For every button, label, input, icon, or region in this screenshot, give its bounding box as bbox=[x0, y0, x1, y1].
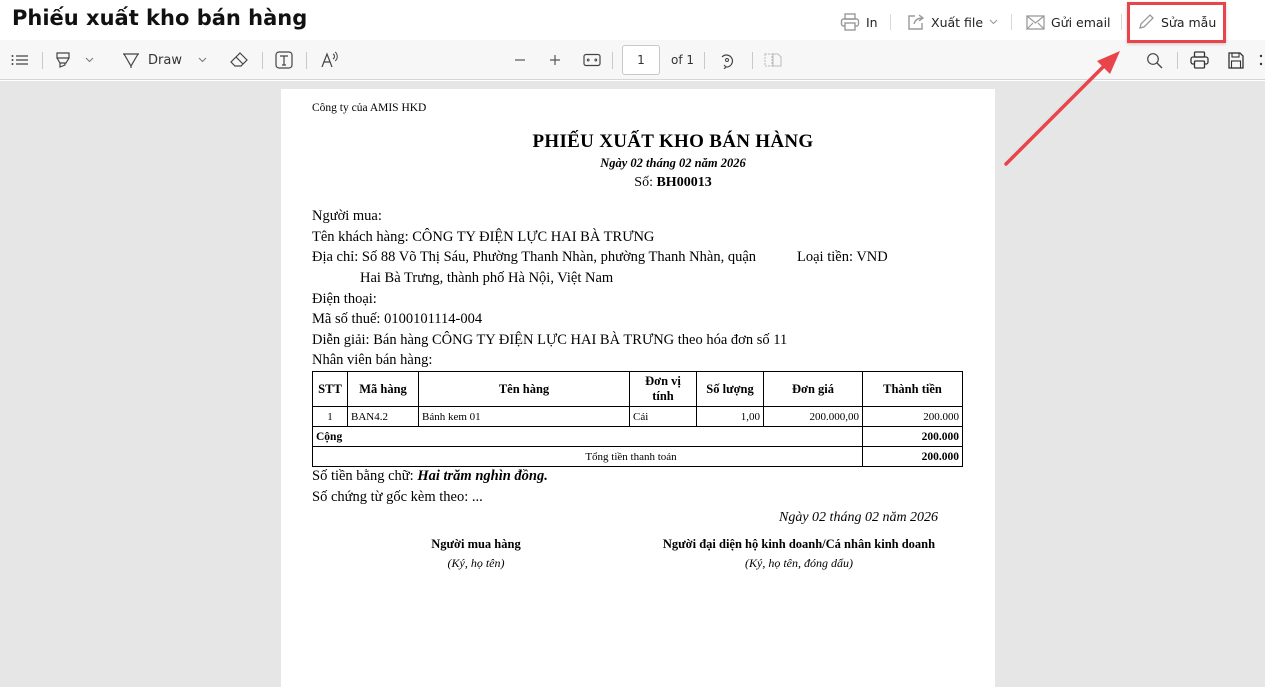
printer-icon bbox=[1190, 51, 1209, 69]
column-header: Số lượng bbox=[697, 372, 764, 407]
export-file-button[interactable] bbox=[907, 10, 998, 34]
signature-date: Ngày 02 tháng 02 năm 2026 bbox=[779, 510, 939, 525]
divider bbox=[704, 52, 705, 69]
total-value: 200.000 bbox=[863, 447, 963, 467]
add-text-button[interactable] bbox=[275, 50, 293, 70]
description-line: Diễn giải: Bán hàng CÔNG TY ĐIỆN LỰC HAI BÀ TRƯNG theo hóa đơn số 11 bbox=[312, 332, 788, 348]
amount-words-label: Số tiền bằng chữ: bbox=[312, 468, 414, 484]
amount-words-value: Hai trăm nghìn đồng. bbox=[417, 468, 548, 484]
plus-icon bbox=[548, 53, 562, 67]
tax-code-line: Mã số thuế: 0100101114-004 bbox=[312, 311, 483, 327]
export-label: Xuất file bbox=[931, 14, 984, 30]
cell-price: 200.000,00 bbox=[764, 407, 863, 427]
pen-draw-icon bbox=[122, 51, 140, 69]
save-icon bbox=[1228, 52, 1244, 69]
cell-name: Bánh kem 01 bbox=[419, 407, 630, 427]
highlight-annotation-box bbox=[1127, 2, 1226, 43]
send-email-button[interactable] bbox=[1026, 10, 1111, 34]
list-icon bbox=[11, 53, 29, 67]
document-title: PHIẾU XUẤT KHO BÁN HÀNG bbox=[532, 131, 814, 152]
divider bbox=[890, 14, 891, 30]
search-button[interactable] bbox=[1146, 50, 1163, 70]
rotate-icon bbox=[718, 51, 736, 69]
fit-width-button[interactable] bbox=[583, 50, 601, 70]
currency-line: Loại tiền: VND bbox=[797, 249, 888, 265]
mail-icon bbox=[1026, 15, 1045, 30]
column-header: STT bbox=[313, 372, 348, 407]
text-box-icon bbox=[275, 51, 293, 69]
document-page bbox=[281, 89, 995, 699]
subtotal-value: 200.000 bbox=[863, 427, 963, 447]
cell-unit: Cái bbox=[630, 407, 697, 427]
chevron-down-icon bbox=[989, 19, 998, 25]
subtotal-row bbox=[313, 427, 963, 447]
search-icon bbox=[1146, 52, 1163, 69]
subtotal-label: Cộng bbox=[313, 427, 863, 447]
fit-width-icon bbox=[583, 53, 601, 67]
page-total: of 1 bbox=[671, 53, 695, 67]
column-header: Thành tiền bbox=[863, 372, 963, 407]
cell-qty: 1,00 bbox=[697, 407, 764, 427]
seller-signature-note: (Ký, họ tên, đóng dấu) bbox=[745, 556, 853, 570]
print-label: In bbox=[866, 14, 878, 30]
number-label: Số: bbox=[634, 175, 653, 190]
pdf-viewer[interactable] bbox=[0, 81, 1265, 687]
number-value: BH00013 bbox=[656, 175, 712, 190]
amount-in-words bbox=[312, 468, 548, 485]
cell-stt: 1 bbox=[313, 407, 348, 427]
column-header: Tên hàng bbox=[419, 372, 630, 407]
buyer-signature-note: (Ký, họ tên) bbox=[447, 556, 505, 570]
page-number-input[interactable]: 1 bbox=[622, 45, 660, 75]
seller-signature-title: Người đại diện hộ kinh doanh/Cá nhân kinh doanh bbox=[662, 537, 936, 551]
divider bbox=[262, 52, 263, 69]
eraser-button[interactable] bbox=[230, 50, 248, 70]
divider bbox=[306, 52, 307, 69]
zoom-out-button[interactable] bbox=[513, 50, 527, 70]
column-header: Đơn giá bbox=[764, 372, 863, 407]
document-date: Ngày 02 tháng 02 năm 2026 bbox=[600, 156, 746, 170]
divider bbox=[1011, 14, 1012, 30]
app-header bbox=[0, 0, 1265, 40]
zoom-in-button[interactable] bbox=[548, 50, 562, 70]
pdf-print-button[interactable] bbox=[1190, 50, 1209, 70]
more-icon bbox=[1259, 52, 1263, 68]
draw-label: Draw bbox=[148, 52, 182, 68]
phone-line: Điện thoại: bbox=[312, 291, 377, 307]
chevron-down-icon bbox=[198, 57, 207, 63]
email-label: Gửi email bbox=[1051, 14, 1111, 30]
edit-template-label: Sửa mẫu bbox=[1161, 14, 1217, 30]
divider bbox=[752, 52, 753, 69]
page-view-button[interactable] bbox=[764, 50, 782, 70]
page-title: Phiếu xuất kho bán hàng bbox=[12, 6, 308, 30]
two-page-icon bbox=[764, 52, 782, 68]
chevron-down-icon bbox=[85, 57, 94, 63]
buyer-line: Người mua: bbox=[312, 208, 382, 224]
read-aloud-icon bbox=[320, 51, 340, 69]
table-header-row bbox=[313, 372, 963, 407]
minus-icon bbox=[513, 53, 527, 67]
address-line-2: Hai Bà Trưng, thành phố Hà Nội, Việt Nam bbox=[360, 270, 614, 286]
divider bbox=[1121, 14, 1122, 30]
column-header: Đơn vị tính bbox=[630, 372, 697, 407]
share-export-icon bbox=[907, 13, 925, 31]
customer-line: Tên khách hàng: CÔNG TY ĐIỆN LỰC HAI BÀ TRƯNG bbox=[312, 229, 655, 245]
address-line-1: Địa chỉ: Số 88 Võ Thị Sáu, Phường Thanh Nhàn, phường Thanh Nhàn, quận bbox=[312, 249, 757, 265]
total-row bbox=[313, 447, 963, 467]
attached-docs: Số chứng từ gốc kèm theo: ... bbox=[312, 489, 483, 505]
total-label: Tổng tiền thanh toán bbox=[313, 447, 863, 467]
items-table bbox=[312, 371, 963, 467]
save-button[interactable] bbox=[1228, 50, 1244, 70]
eraser-icon bbox=[230, 52, 248, 68]
highlighter-icon bbox=[55, 51, 71, 69]
print-button[interactable] bbox=[840, 10, 878, 34]
cell-code: BAN4.2 bbox=[348, 407, 419, 427]
rotate-button[interactable] bbox=[718, 50, 736, 70]
printer-icon bbox=[840, 13, 860, 31]
read-aloud-button[interactable] bbox=[320, 50, 340, 70]
divider bbox=[612, 52, 613, 69]
draw-button[interactable] bbox=[122, 50, 207, 70]
cell-amount: 200.000 bbox=[863, 407, 963, 427]
salesperson-line: Nhân viên bán hàng: bbox=[312, 352, 433, 368]
contents-button[interactable] bbox=[11, 50, 29, 70]
buyer-signature-title: Người mua hàng bbox=[431, 537, 521, 551]
divider bbox=[42, 52, 43, 69]
company-name: Công ty của AMIS HKD bbox=[312, 102, 427, 114]
highlight-button[interactable] bbox=[55, 50, 94, 70]
pdf-toolbar bbox=[0, 40, 1265, 80]
table-row bbox=[313, 407, 963, 427]
more-options-button[interactable] bbox=[1259, 50, 1263, 70]
column-header: Mã hàng bbox=[348, 372, 419, 407]
divider bbox=[1177, 52, 1178, 69]
document-number bbox=[281, 175, 995, 191]
